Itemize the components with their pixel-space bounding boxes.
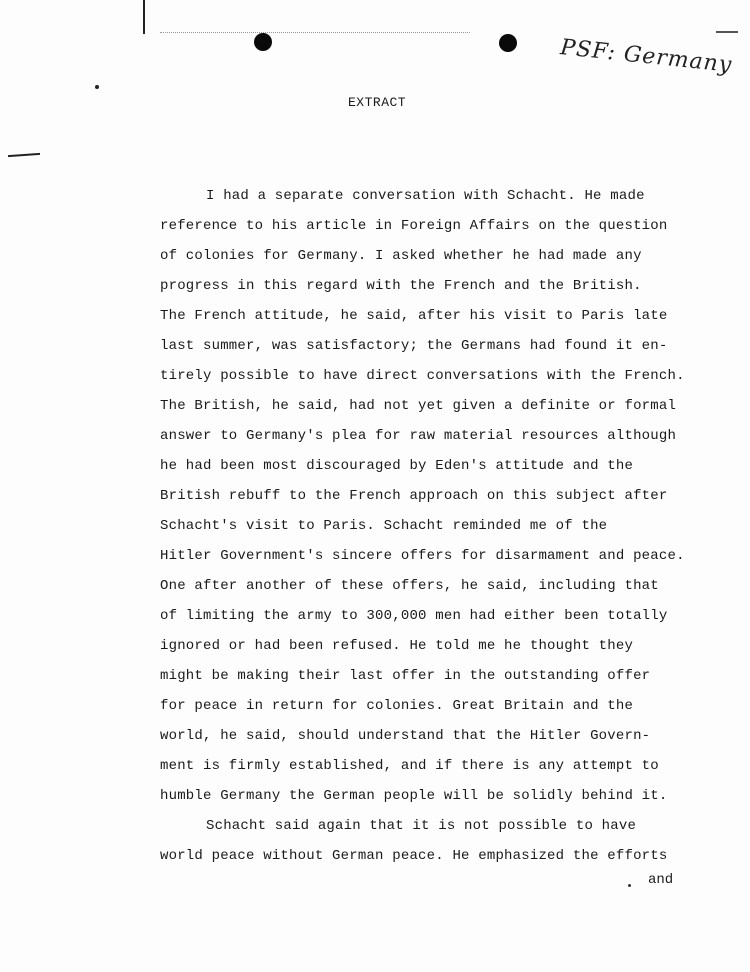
scan-dot — [628, 884, 631, 887]
handwritten-file-annotation: PSF: Germany — [559, 35, 734, 78]
text-line: ignored or had been refused. He told me he thought they — [160, 638, 634, 654]
text-line: The British, he said, had not yet given a definite or formal — [160, 398, 677, 414]
text-line: One after another of these offers, he said, including that — [160, 578, 659, 594]
edge-mark — [143, 0, 145, 34]
scan-artifact-line — [160, 32, 470, 33]
text-line: humble Germany the German people will be solidly behind it. — [160, 788, 668, 804]
text-line: Schacht said again that it is not possible to have — [206, 818, 637, 834]
text-line: ment is firmly established, and if there is any attempt to — [160, 758, 659, 774]
text-line: The French attitude, he said, after his visit to Paris late — [160, 308, 668, 324]
text-line: last summer, was satisfactory; the Germans had found it en- — [160, 338, 668, 354]
text-line: for peace in return for colonies. Great Britain and the — [160, 698, 634, 714]
text-line: world peace without German peace. He emphasized the efforts — [160, 848, 668, 864]
text-line: reference to his article in Foreign Affairs on the question — [160, 218, 668, 234]
text-line: Schacht's visit to Paris. Schacht reminded me of the — [160, 518, 608, 534]
edge-mark-right — [716, 31, 738, 33]
scan-dot — [95, 85, 99, 89]
text-line: British rebuff to the French approach on this subject after — [160, 488, 668, 504]
text-line: might be making their last offer in the outstanding offer — [160, 668, 651, 684]
punch-hole-right — [499, 34, 517, 52]
text-line: of colonies for Germany. I asked whether he had made any — [160, 248, 642, 264]
text-line: I had a separate conversation with Schacht. He made — [206, 188, 645, 204]
document-body — [160, 181, 730, 871]
punch-hole-left — [254, 33, 272, 51]
text-line: of limiting the army to 300,000 men had either been totally — [160, 608, 668, 624]
text-line: Hitler Government's sincere offers for disarmament and peace. — [160, 548, 685, 564]
text-line: world, he said, should understand that the Hitler Govern- — [160, 728, 651, 744]
document-heading: EXTRACT — [348, 95, 407, 110]
page-continuation-word: and — [648, 872, 674, 888]
margin-dash — [8, 153, 40, 157]
text-line: answer to Germany's plea for raw material resources although — [160, 428, 677, 444]
text-line: progress in this regard with the French and the British. — [160, 278, 642, 294]
text-line: tirely possible to have direct conversations with the French. — [160, 368, 685, 384]
text-line: he had been most discouraged by Eden's attitude and the — [160, 458, 634, 474]
